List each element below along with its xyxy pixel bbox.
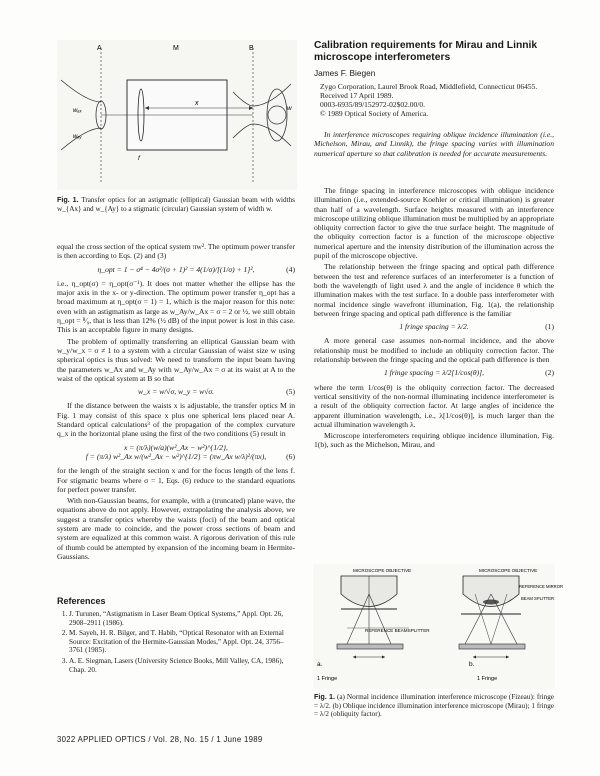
- equation-6b-text: f = (π/λ) w²_Ax w/(w²_Ax − w²)^{1/2} = (πw_Ax w/λ)²/(πx),: [85, 451, 267, 461]
- equation-1-text: 1 fringe spacing = λ/2.: [399, 322, 469, 332]
- right-paragraph: The relationship between the fringe spacing and optical path difference between the test and reference surfaces of an interferometer is a function of both the wavelength of light used λ and the angle of incidence θ which the illumination makes with the test surface. In a double pass interferometer with normal incidence single wavefront illumination, Fig. 1(a), the relationship between fringe spacing and optical path difference is the familiar: [314, 262, 554, 318]
- article-title: Calibration requirements for Mirau and Linnik microscope interferometers: [314, 40, 538, 63]
- figure2-diagram: [313, 564, 563, 689]
- equation-5-text: w_x = w/√σ, w_y = w√σ.: [137, 387, 215, 397]
- fig2-objective-b-label: MICROSCOPE OBJECTIVE: [479, 568, 538, 573]
- figure2-caption-label: Fig. 1.: [314, 692, 335, 701]
- figure1-diagram: [57, 40, 297, 190]
- equation-5-number: (5): [286, 387, 295, 397]
- equation-6-number: (6): [286, 451, 295, 461]
- article-codes: 0003-6935/89/152972-02$02.00/0.: [320, 100, 425, 110]
- right-paragraph: where the term 1/cos(θ) is the obliquity correction factor. The decreased vertical sensitivity of the non-normal illuminating incidence interferometer is a result of the obliquity correction factor. At large angles of incidence the apparent illumination wavelength, i.e., λ[1/cos(θ)], is much larger than the actual illumination wavelength λ.: [314, 382, 554, 429]
- fig2-fringe-a: 1 Fringe: [317, 676, 338, 682]
- figure1-caption-text: Transfer optics for an astigmatic (elliptical) Gaussian beam with widths w_{Ax} and w_{Ay} to a stigmatic (circular) Gaussian system of width w.: [57, 196, 295, 213]
- right-paragraph: The fringe spacing in interference microscopes with oblique incidence illumination (i.e., extended-source Koehler or critical illumination) is greater than half of a wavelength. Surface heights measured with an interference microscope utilizing oblique illumination must be multiplied by an appropriate obliquity correction factor to give the true surface height. The magnitude of the obliquity correction factor is a function of the microscope objective numerical aperture and the intensity distribution of the illumination across the pupil of the microscope objective.: [314, 186, 554, 261]
- left-paragraph: With non-Gaussian beams, for example, with a (truncated) plane wave, the equations above do not apply. However, extrapolating the analysis above, we suggest a transfer optics whereby the waists (foci) of the beam and optical system are made to coincide, and the power cross sections of beam and system are equalized at this common waist. A rigorous derivation of this rule of thumb could be attempted by expansion of the incoming beam in Hermite-Gaussians.: [57, 496, 295, 561]
- left-paragraph: for the length of the straight section x and for the focus length of the lens f. For stigmatic beams where σ = 1, Eqs. (6) reduce to the standard equations for perfect power transfer.: [57, 466, 295, 494]
- fig1-label-w: w: [287, 105, 292, 112]
- figure2-caption-text: (a) Normal incidence illumination interference microscope (Fizeau): fringe = λ/2. (b) Oblique incidence illumination interference microscope (Mirau); 1 fringe = λ/2 (obliquity factor).: [314, 693, 554, 719]
- equation-5: [57, 387, 295, 396]
- references-section: [57, 596, 295, 676]
- reference-item: 3. A. E. Siegman, Lasers (University Science Books, Mill Valley, CA, 1986), Chap. 20.: [69, 657, 295, 674]
- equation-6: [57, 443, 295, 462]
- equation-1: [314, 322, 554, 331]
- fig2-objective-a-label: MICROSCOPE OBJECTIVE: [353, 568, 412, 573]
- fig2-beamsplitter-a-label: REFERENCE BEAMSPLITTER: [365, 628, 430, 633]
- article-author: James F. Biegen: [314, 68, 376, 78]
- fig1-label-A: A: [97, 45, 102, 52]
- equation-1-number: (1): [545, 322, 554, 332]
- figure1-caption-label: Fig. 1.: [57, 195, 79, 204]
- fig1-label-M: M: [173, 45, 179, 52]
- left-paragraph: The problem of optimally transferring an elliptical Gaussian beam with w_y/w_x = σ ≠ 1 to a system with a circular Gaussian of waist size w using spherical optics is thus solved: We need to transform the input beam having the parameters w_Ax and w_Ay with w_Ay/w_Ax = σ at its waist at A to the waist of the optical system at B so that: [57, 336, 295, 383]
- equation-2-text: 1 fringe spacing = λ/2[1/cos(θ)],: [383, 368, 485, 378]
- left-paragraph: If the distance between the waists x is adjustable, the transfer optics M in Fig. 1 may consist of this space x plus one spherical lens placed near A. Standard optical calculations³ of the propagation of the complex curvature q_x in the horizontal plane using the first of the two conditions (5) result in: [57, 401, 295, 439]
- equation-2-number: (2): [545, 368, 554, 378]
- fig1-label-B: B: [249, 45, 254, 52]
- right-paragraph: Microscope interferometers requiring oblique incidence illumination, Fig. 1(b), such as the Michelson, Mirau, and: [314, 431, 554, 450]
- article-abstract: In interference microscopes requiring oblique incidence illumination (i.e., Michelson, Mirau, and Linnik), the fringe spacing varies with illumination numerical aperture so that calibration is needed for accurate measurements.: [314, 130, 554, 158]
- fig1-label-x: x: [195, 100, 199, 107]
- right-paragraph: A more general case assumes non-normal incidence, and the above relationship must be modified to include an obliquity correction factor. The relationship between the fringe spacing and the optical path difference is then: [314, 336, 554, 365]
- fig2-reference-mirror-label: REFERENCE MIRROR: [519, 584, 563, 589]
- equation-4-text: η_opt = 1 − σ⁴ − 4σ²/(σ + 1)² = 4(1/σ)/[(1/σ) + 1]²,: [97, 264, 255, 274]
- right-column: [314, 186, 554, 452]
- affiliation: Zygo Corporation, Laurel Brook Road, Middlefield, Connecticut 06455.: [320, 82, 538, 91]
- copyright: © 1989 Optical Society of America.: [320, 109, 429, 119]
- reference-item: 1. J. Turunen, “Astigmatism in Laser Beam Optical Systems,” Appl. Opt. 26, 2908–2911 (1986).: [69, 610, 295, 627]
- fig1-label-wAx: wₐₓ: [73, 108, 82, 114]
- left-paragraph: i.e., η_opt(σ) = η_opt(σ⁻¹). It does not matter whether the ellipse has the major axis in the x- or y-direction. The optimum power transfer η_opt has a broad maximum at η_opt(σ = 1) = 1, which is the major reason for this note: even with an astigmatism as large as w_Ay/w_Ax = σ = 2 or ½, we still obtain η_opt = ⁸⁄₉, that is less than 12% (½ dB) of the input power is lost in this case. This is an acceptable figure in many designs.: [57, 278, 295, 335]
- equation-4: [57, 265, 295, 274]
- received-date: Received 17 April 1989.: [320, 91, 394, 101]
- references-list: [57, 610, 295, 674]
- fig1-label-f: f: [138, 155, 140, 162]
- fig1-label-wAy: wₐᵧ: [73, 134, 82, 140]
- equation-2: [314, 368, 554, 377]
- left-column: [57, 242, 295, 563]
- figure1-caption: [57, 196, 295, 213]
- page-footer: 3022 APPLIED OPTICS / Vol. 28, No. 15 / 1 June 1989: [57, 735, 263, 744]
- fig2-beam-splitter-label: BEAM SPLITTER: [521, 596, 555, 601]
- fig2-label-a: a.: [317, 661, 323, 668]
- equation-4-number: (4): [286, 264, 295, 274]
- equation-6a-text: x = (π/λ)(w/a)(w²_Ax − w²)^{1/2},: [124, 442, 228, 452]
- fig2-fringe-b: 1 Fringe: [477, 676, 498, 682]
- references-heading: References: [57, 596, 106, 606]
- fig2-label-b: b.: [469, 661, 475, 668]
- reference-item: 2. M. Sayeh, H. R. Bilger, and T. Habib, “Optical Resonator with an External Source: Excitation of the Hermite-Gaussian Modes,” Appl. Opt. 24, 3756–3761 (1985).: [69, 629, 295, 655]
- left-paragraph: equal the cross section of the optical system πw². The optimum power transfer is then according to Eqs. (2) and (3): [57, 242, 295, 261]
- figure2-caption: [314, 693, 554, 719]
- article-meta: [320, 82, 552, 118]
